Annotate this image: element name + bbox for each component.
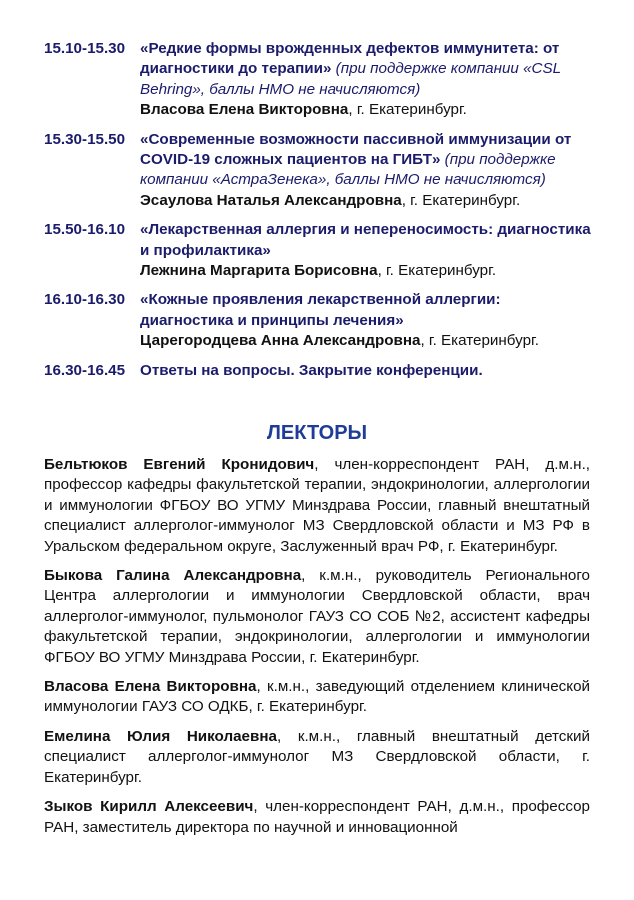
entry-note: (при поддержке компании «CSL Behring», баллы НМО не начисляются) — [140, 60, 561, 98]
entry-city: , г. Екатеринбург. — [420, 332, 539, 350]
entry-time: 15.10-15.30 — [44, 40, 126, 57]
lecturers-list — [44, 455, 590, 847]
lecturer-name: Власова Елена Викторовна — [44, 678, 257, 696]
entry-time: 15.50-16.10 — [44, 221, 126, 239]
entry-city: , г. Екатеринбург. — [401, 191, 521, 209]
lecturer-desc: , к.м.н., главный внештатный детский специалист аллерголог-иммунолог МЗ Свердловской области, г. Екатеринбург. — [44, 727, 591, 786]
lecturer-item — [44, 727, 590, 788]
lecturer-item — [44, 797, 590, 838]
program-schedule — [44, 39, 592, 390]
lecturer-name: Емелина Юлия Николаевна — [44, 727, 277, 745]
entry-title: «Редкие формы врожденных дефектов иммунитета: от диагностики до терапии» — [140, 40, 560, 78]
entry-speaker: Царегородцева Анна Александровна — [140, 332, 421, 350]
lecturer-name: Бельтюков Евгений Кронидович — [44, 456, 315, 473]
entry-speaker: Лежнина Маргарита Борисовна — [140, 262, 378, 280]
entry-speaker: Власова Елена Викторовна — [140, 101, 349, 119]
entry-note: (при поддержке компании «АстраЗенека», баллы НМО не начисляются) — [140, 151, 556, 189]
entry-title: «Современные возможности пассивной иммунизации от COVID-19 сложных пациентов на ГИБТ» — [140, 130, 572, 169]
entry-time: 16.10-16.30 — [44, 291, 126, 309]
program-entry — [44, 130, 592, 212]
entry-speaker: Эсаулова Наталья Александровна — [140, 191, 402, 209]
entry-city: , г. Екатеринбург. — [348, 101, 467, 119]
program-entry — [44, 39, 592, 121]
lecturer-item — [44, 566, 590, 668]
entry-time: 16.30-16.45 — [44, 361, 126, 379]
program-entry — [44, 220, 592, 281]
lecturer-desc: , член-корреспондент РАН, д.м.н., профессор РАН, заместитель директора по научной и инновационной — [44, 798, 590, 836]
entry-city: , г. Екатеринбург. — [377, 262, 497, 280]
program-entry — [44, 290, 592, 351]
lecturer-desc: , к.м.н., заведующий отделением клинической иммунологии ГАУЗ СО ОДКБ, г. Екатеринбург. — [44, 678, 591, 716]
entry-title: Ответы на вопросы. Закрытие конференции. — [140, 361, 483, 379]
entry-time: 15.30-15.50 — [44, 130, 126, 148]
lecturer-desc: , член-корреспондент РАН, д.м.н., профессор кафедры факультетской терапии, эндокринологии, аллергологии и иммунологии ФГБОУ ВО УГМУ Минздрава России, главный внештатный специалист аллерголог-иммунолог МЗ Свердловской области и МЗ РФ в Уральском федеральном округе, Заслуженный врач РФ, г. Екатеринбург. — [44, 456, 591, 555]
lecturers-heading: ЛЕКТОРЫ — [266, 422, 368, 444]
lecturer-name: Быкова Галина Александровна — [44, 567, 302, 585]
lecturer-name: Зыков Кирилл Алексеевич — [44, 798, 254, 816]
entry-title: «Лекарственная аллергия и непереносимость: диагностика и профилактика» — [140, 221, 591, 259]
lecturer-item — [44, 677, 590, 718]
program-entry — [44, 361, 592, 381]
entry-title: «Кожные проявления лекарственной аллергии: диагностика и принципы лечения» — [140, 291, 501, 329]
lecturer-item — [44, 455, 590, 557]
lecturer-desc: , к.м.н., руководитель Регионального Центра аллергологии и иммунологии Свердловской области, врач аллерголог-иммунолог, пульмонолог ГАУЗ СО СОБ №2, ассистент кафедры факультетской терапии, эндокринологии, аллергологии и иммунологии ФГБОУ ВО УГМУ Минздрава России, г. Екатеринбург. — [44, 567, 590, 666]
